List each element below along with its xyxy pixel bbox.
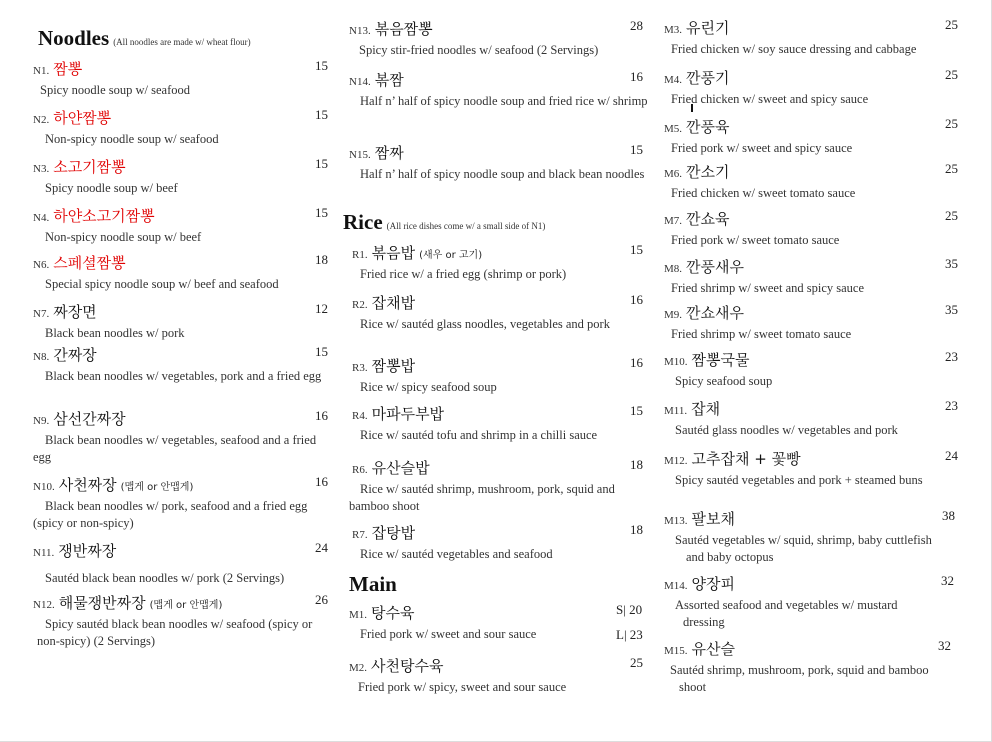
item-name: 깐풍기 bbox=[686, 69, 730, 87]
item-code: M7. bbox=[664, 215, 683, 227]
item-description: Rice w/ sautéd vegetables and seafood bbox=[360, 547, 553, 561]
item-name: 양장피 bbox=[691, 575, 736, 593]
noodles-heading bbox=[38, 26, 251, 51]
item-name: 사천짜장 bbox=[58, 476, 117, 494]
menu-item-m1 bbox=[349, 602, 649, 643]
item-description: Fried pork w/ spicy, sweet and sour sauce bbox=[358, 680, 567, 694]
rice-heading bbox=[343, 210, 545, 235]
menu-item-n15 bbox=[343, 142, 651, 183]
item-code: R2. bbox=[352, 299, 368, 311]
item-description: Assorted seafood and vegetables w/ mustard dressing bbox=[675, 598, 898, 629]
item-name: 마파두부밥 bbox=[371, 405, 445, 423]
menu-item-n9 bbox=[33, 408, 336, 466]
item-name: 깐풍육 bbox=[686, 118, 730, 136]
item-name: 간짜장 bbox=[53, 346, 97, 364]
item-name: 스페셜짬뽕 bbox=[53, 254, 126, 272]
item-price: 32 bbox=[941, 573, 954, 588]
item-description: Sautéd vegetables w/ squid, shrimp, baby cuttlefish and baby octopus bbox=[675, 533, 932, 564]
menu-item-n11 bbox=[33, 540, 333, 587]
item-name: 유산슬 bbox=[691, 640, 736, 658]
item-description: Fried pork w/ sweet and sour sauce bbox=[360, 627, 537, 641]
menu-item-n4 bbox=[33, 205, 333, 246]
item-code: R3. bbox=[352, 362, 368, 374]
item-code: R4. bbox=[352, 410, 368, 422]
item-code: R1. bbox=[352, 249, 368, 261]
item-price: 18 bbox=[630, 457, 643, 472]
menu-item-n6 bbox=[33, 252, 333, 293]
menu-item-n1 bbox=[33, 58, 333, 99]
item-name: 하얀짬뽕 bbox=[53, 109, 112, 127]
item-description: Black bean noodles w/ pork bbox=[45, 326, 185, 340]
item-description: Half n’ half of spicy noodle soup and fried rice w/ shrimp bbox=[360, 94, 648, 108]
menu-item-m11 bbox=[664, 398, 964, 439]
item-description: Black bean noodles w/ pork, seafood and a fried egg (spicy or non-spicy) bbox=[33, 499, 308, 530]
item-name: 유산슬밥 bbox=[371, 459, 430, 477]
item-price: 28 bbox=[630, 18, 643, 33]
item-description: Black bean noodles w/ vegetables, seafood and a fried egg bbox=[33, 433, 317, 464]
item-description: Sautéd black bean noodles w/ pork (2 Servings) bbox=[45, 571, 285, 585]
item-price: 25 bbox=[630, 655, 643, 670]
item-name: 깐쇼육 bbox=[686, 210, 730, 228]
item-price: 16 bbox=[315, 408, 328, 423]
item-code: N10. bbox=[33, 481, 55, 493]
item-description: Rice w/ sautéd glass noodles, vegetables and pork bbox=[360, 317, 610, 331]
menu-item-m6 bbox=[664, 161, 964, 202]
menu-item-m10 bbox=[664, 349, 964, 390]
item-description: Spicy sautéd vegetables and pork + steamed buns bbox=[675, 473, 923, 487]
menu-item-m4 bbox=[664, 67, 964, 108]
item-code: M10. bbox=[664, 356, 688, 368]
item-price: 18 bbox=[630, 522, 643, 537]
item-price: 32 bbox=[938, 638, 951, 653]
item-code: M4. bbox=[664, 74, 683, 86]
menu-item-n3 bbox=[33, 156, 333, 197]
item-name: 잡탕밥 bbox=[371, 524, 416, 542]
item-code: R7. bbox=[352, 529, 368, 541]
menu-item-r3 bbox=[352, 355, 652, 396]
item-description: Rice w/ spicy seafood soup bbox=[360, 380, 497, 394]
item-code: N4. bbox=[33, 212, 50, 224]
menu-item-m7 bbox=[664, 208, 964, 249]
item-code: N3. bbox=[33, 163, 50, 175]
item-price: 16 bbox=[630, 69, 643, 84]
item-code: M3. bbox=[664, 24, 683, 36]
item-description: Rice w/ sautéd shrimp, mushroom, pork, squid and bamboo shoot bbox=[349, 482, 615, 513]
item-note: (맵게 or 안맵게) bbox=[149, 600, 223, 611]
item-price: 18 bbox=[315, 252, 328, 267]
menu-item-m13 bbox=[664, 508, 964, 566]
menu-item-n2 bbox=[33, 107, 333, 148]
section-title: Rice bbox=[343, 210, 383, 234]
menu-item-n8 bbox=[33, 344, 336, 402]
item-code: M14. bbox=[664, 580, 688, 592]
item-code: R6. bbox=[352, 464, 368, 476]
item-price: 15 bbox=[315, 156, 328, 171]
item-price-large: L| 23 bbox=[616, 627, 643, 642]
main-heading bbox=[349, 572, 397, 597]
item-price: 26 bbox=[315, 592, 328, 607]
item-price: 23 bbox=[945, 349, 958, 364]
item-code: M13. bbox=[664, 515, 688, 527]
item-price: 24 bbox=[945, 448, 958, 463]
menu-item-m15 bbox=[664, 638, 964, 696]
item-price: 25 bbox=[945, 208, 958, 223]
item-name: 볶음밥 bbox=[371, 244, 416, 262]
menu-item-m2 bbox=[349, 655, 649, 696]
menu-item-m5 bbox=[664, 116, 964, 157]
menu-item-r1 bbox=[352, 242, 652, 283]
item-description: Fried chicken w/ soy sauce dressing and cabbage bbox=[671, 42, 917, 56]
section-title: Noodles bbox=[38, 26, 110, 50]
item-price: 12 bbox=[315, 301, 328, 316]
item-description: Rice w/ sautéd tofu and shrimp in a chilli sauce bbox=[360, 428, 598, 442]
item-code: N9. bbox=[33, 415, 50, 427]
item-code: N2. bbox=[33, 114, 50, 126]
item-note: (새우 or 고기) bbox=[419, 250, 483, 261]
item-price: S| 20 bbox=[616, 602, 643, 617]
item-description: Spicy noodle soup w/ seafood bbox=[40, 83, 190, 97]
item-description: Fried chicken w/ sweet tomato sauce bbox=[671, 186, 856, 200]
item-note: (맵게 or 안맵게) bbox=[120, 482, 194, 493]
item-code: M2. bbox=[349, 662, 368, 674]
item-description: Sautéd shrimp, mushroom, pork, squid and bamboo shoot bbox=[670, 663, 929, 694]
item-name: 짬짜 bbox=[374, 144, 404, 162]
item-description: Spicy stir-fried noodles w/ seafood (2 Servings) bbox=[359, 43, 599, 57]
item-code: N6. bbox=[33, 259, 50, 271]
item-code: M15. bbox=[664, 645, 688, 657]
item-price: 25 bbox=[945, 67, 958, 82]
item-code: N8. bbox=[33, 351, 50, 363]
item-description: Spicy seafood soup bbox=[675, 374, 773, 388]
item-code: M6. bbox=[664, 168, 683, 180]
item-name: 하얀소고기짬뽕 bbox=[53, 207, 155, 225]
item-price: 25 bbox=[945, 161, 958, 176]
item-code: N1. bbox=[33, 65, 50, 77]
item-code: M5. bbox=[664, 123, 683, 135]
item-price: 16 bbox=[630, 355, 643, 370]
item-description: Fried pork w/ sweet and spicy sauce bbox=[671, 141, 853, 155]
item-price: 16 bbox=[315, 474, 328, 489]
item-name: 고추잡채 + 꽃빵 bbox=[691, 450, 801, 468]
menu-item-n12 bbox=[33, 592, 335, 650]
item-description: Fried shrimp w/ sweet and spicy sauce bbox=[671, 281, 865, 295]
item-name: 삼선간짜장 bbox=[53, 410, 126, 428]
item-name: 잡채 bbox=[691, 400, 721, 418]
item-code: M1. bbox=[349, 609, 368, 621]
menu-item-m8 bbox=[664, 256, 964, 297]
item-price: 25 bbox=[945, 17, 958, 32]
item-description: Non-spicy noodle soup w/ seafood bbox=[45, 132, 219, 146]
item-name: 팔보채 bbox=[691, 510, 736, 528]
menu-item-n14 bbox=[343, 69, 655, 110]
item-price: 15 bbox=[315, 344, 328, 359]
item-code: N15. bbox=[349, 149, 371, 161]
item-code: N13. bbox=[349, 25, 371, 37]
item-code: M11. bbox=[664, 405, 688, 417]
item-price: 24 bbox=[315, 540, 328, 555]
item-price: 35 bbox=[945, 256, 958, 271]
item-name: 짬뽕밥 bbox=[371, 357, 416, 375]
item-name: 볶음짬뽕 bbox=[374, 20, 433, 38]
menu-item-n10 bbox=[33, 474, 333, 532]
item-description: Spicy sautéd black bean noodles w/ seafood (spicy or non-spicy) (2 Servings) bbox=[37, 617, 313, 648]
item-name: 잡채밥 bbox=[371, 294, 416, 312]
section-subtitle: (All noodles are made w/ wheat flour) bbox=[113, 37, 251, 47]
item-name: 소고기짬뽕 bbox=[53, 158, 126, 176]
item-code: M12. bbox=[664, 455, 688, 467]
item-code: N14. bbox=[349, 76, 371, 88]
menu-item-r4 bbox=[352, 403, 652, 444]
item-description: Fried shrimp w/ sweet tomato sauce bbox=[671, 327, 852, 341]
item-name: 깐소기 bbox=[686, 163, 730, 181]
item-price: 35 bbox=[945, 302, 958, 317]
item-name: 짬뽕국물 bbox=[691, 351, 750, 369]
item-price: 25 bbox=[945, 116, 958, 131]
item-description: Sautéd glass noodles w/ vegetables and pork bbox=[675, 423, 898, 437]
item-name: 유린기 bbox=[686, 19, 730, 37]
item-name: 쟁반짜장 bbox=[58, 542, 117, 560]
menu-item-n13 bbox=[349, 18, 649, 59]
menu-item-r6 bbox=[349, 457, 649, 515]
item-price: 38 bbox=[942, 508, 955, 523]
menu-item-r2 bbox=[352, 292, 642, 333]
item-code: M8. bbox=[664, 263, 683, 275]
item-description: Fried chicken w/ sweet and spicy sauce bbox=[671, 92, 869, 106]
menu-item-m12 bbox=[664, 448, 958, 489]
item-description: Fried rice w/ a fried egg (shrimp or pork) bbox=[360, 267, 567, 281]
item-code: N12. bbox=[33, 599, 55, 611]
menu-item-m3 bbox=[664, 17, 974, 58]
item-name: 탕수육 bbox=[371, 604, 415, 622]
item-price: 15 bbox=[315, 205, 328, 220]
item-name: 짜장면 bbox=[53, 303, 97, 321]
item-description: Black bean noodles w/ vegetables, pork and a fried egg bbox=[45, 369, 322, 383]
item-price: 15 bbox=[315, 107, 328, 122]
item-price: 15 bbox=[630, 142, 643, 157]
item-description: Special spicy noodle soup w/ beef and seafood bbox=[45, 277, 279, 291]
menu-item-m9 bbox=[664, 302, 964, 343]
item-price: 15 bbox=[630, 403, 643, 418]
item-price: 15 bbox=[630, 242, 643, 257]
item-description: Non-spicy noodle soup w/ beef bbox=[45, 230, 202, 244]
item-name: 짬뽕 bbox=[53, 60, 83, 78]
item-price: 16 bbox=[630, 292, 643, 307]
menu-item-m14 bbox=[664, 573, 964, 631]
item-name: 볶짬 bbox=[374, 71, 404, 89]
item-name: 사천탕수육 bbox=[371, 657, 444, 675]
item-description: Half n’ half of spicy noodle soup and black bean noodles bbox=[360, 167, 645, 181]
item-name: 깐풍새우 bbox=[686, 258, 744, 276]
item-name: 해물쟁반짜장 bbox=[58, 594, 146, 612]
item-price: 23 bbox=[945, 398, 958, 413]
section-title: Main bbox=[349, 572, 397, 596]
item-price: 15 bbox=[315, 58, 328, 73]
section-subtitle: (All rice dishes come w/ a small side of N1) bbox=[386, 221, 546, 231]
item-code: M9. bbox=[664, 309, 683, 321]
item-description: Spicy noodle soup w/ beef bbox=[45, 181, 178, 195]
item-code: N11. bbox=[33, 547, 55, 559]
item-name: 깐쇼새우 bbox=[686, 304, 744, 322]
menu-item-n7 bbox=[33, 301, 333, 342]
item-code: N7. bbox=[33, 308, 50, 320]
item-description: Fried pork w/ sweet tomato sauce bbox=[671, 233, 840, 247]
menu-item-r7 bbox=[352, 522, 652, 563]
